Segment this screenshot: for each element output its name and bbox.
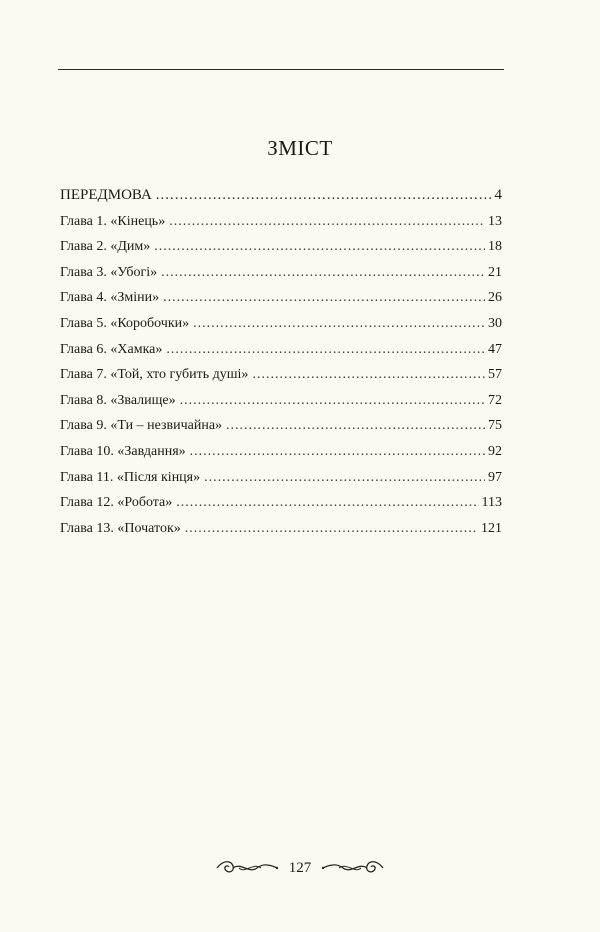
toc-entry bbox=[60, 465, 502, 491]
flourish-ornament-icon bbox=[215, 858, 279, 878]
dot-leader bbox=[154, 234, 485, 260]
toc-entry-page: 30 bbox=[488, 315, 502, 331]
dot-leader bbox=[252, 362, 485, 388]
toc-entry-page: 47 bbox=[488, 341, 502, 357]
page-title: ЗМІСТ bbox=[267, 136, 333, 160]
toc-entry bbox=[60, 183, 502, 209]
toc-entry bbox=[60, 516, 502, 542]
header-rule bbox=[58, 69, 504, 70]
dot-leader bbox=[204, 465, 485, 491]
toc-entry-label: Глава 1. «Кінець» bbox=[60, 213, 166, 229]
dot-leader bbox=[156, 183, 492, 209]
toc-entry-label: Глава 5. «Коробочки» bbox=[60, 315, 190, 331]
toc-entry-label: Глава 12. «Робота» bbox=[60, 495, 173, 511]
toc-entry-label: Глава 3. «Убогі» bbox=[60, 264, 158, 280]
dot-leader bbox=[193, 311, 485, 337]
dot-leader bbox=[180, 388, 485, 414]
toc-entry-page: 57 bbox=[488, 367, 502, 383]
toc-entry-label: Глава 8. «Звалище» bbox=[60, 392, 176, 408]
page-number: 127 bbox=[288, 859, 312, 876]
toc-entry bbox=[60, 362, 502, 388]
toc-entry-page: 18 bbox=[488, 239, 502, 255]
dot-leader bbox=[166, 337, 485, 363]
toc-entry-page: 72 bbox=[488, 392, 502, 408]
toc-entry-label: Глава 2. «Дим» bbox=[60, 239, 151, 255]
toc-entry bbox=[60, 439, 502, 465]
dot-leader bbox=[161, 260, 485, 286]
toc-entry-page: 13 bbox=[488, 213, 502, 229]
toc-entry-page: 26 bbox=[488, 290, 502, 306]
dot-leader bbox=[190, 439, 485, 465]
toc-entry bbox=[60, 209, 502, 235]
dot-leader bbox=[176, 490, 478, 516]
toc-entry bbox=[60, 311, 502, 337]
toc-entry-label: ПЕРЕДМОВА bbox=[60, 187, 152, 203]
dot-leader bbox=[169, 209, 485, 235]
toc-entry-label: Глава 9. «Ти – незвичайна» bbox=[60, 418, 223, 434]
dot-leader bbox=[185, 516, 478, 542]
toc-entry-page: 4 bbox=[494, 187, 502, 203]
dot-leader bbox=[163, 285, 485, 311]
toc-entry bbox=[60, 388, 502, 414]
toc-entry-page: 92 bbox=[488, 443, 502, 459]
toc-entry-label: Глава 7. «Той, хто губить душі» bbox=[60, 367, 249, 383]
table-of-contents bbox=[60, 183, 502, 541]
page-footer bbox=[0, 856, 600, 880]
toc-entry bbox=[60, 260, 502, 286]
toc-entry-page: 97 bbox=[488, 469, 502, 485]
toc-entry bbox=[60, 285, 502, 311]
flourish-ornament-icon bbox=[321, 858, 385, 878]
toc-entry-label: Глава 4. «Зміни» bbox=[60, 290, 160, 306]
toc-entry-label: Глава 11. «Після кінця» bbox=[60, 469, 201, 485]
dot-leader bbox=[226, 413, 485, 439]
toc-entry bbox=[60, 490, 502, 516]
toc-entry-label: Глава 10. «Завдання» bbox=[60, 443, 186, 459]
toc-entry-page: 21 bbox=[488, 264, 502, 280]
toc-entry-label: Глава 13. «Початок» bbox=[60, 520, 181, 536]
toc-entry-page: 113 bbox=[481, 495, 502, 511]
toc-entry bbox=[60, 337, 502, 363]
toc-entry-label: Глава 6. «Хамка» bbox=[60, 341, 163, 357]
toc-entry-page: 75 bbox=[488, 418, 502, 434]
toc-entry-page: 121 bbox=[481, 520, 502, 536]
toc-entry bbox=[60, 413, 502, 439]
toc-entry bbox=[60, 234, 502, 260]
